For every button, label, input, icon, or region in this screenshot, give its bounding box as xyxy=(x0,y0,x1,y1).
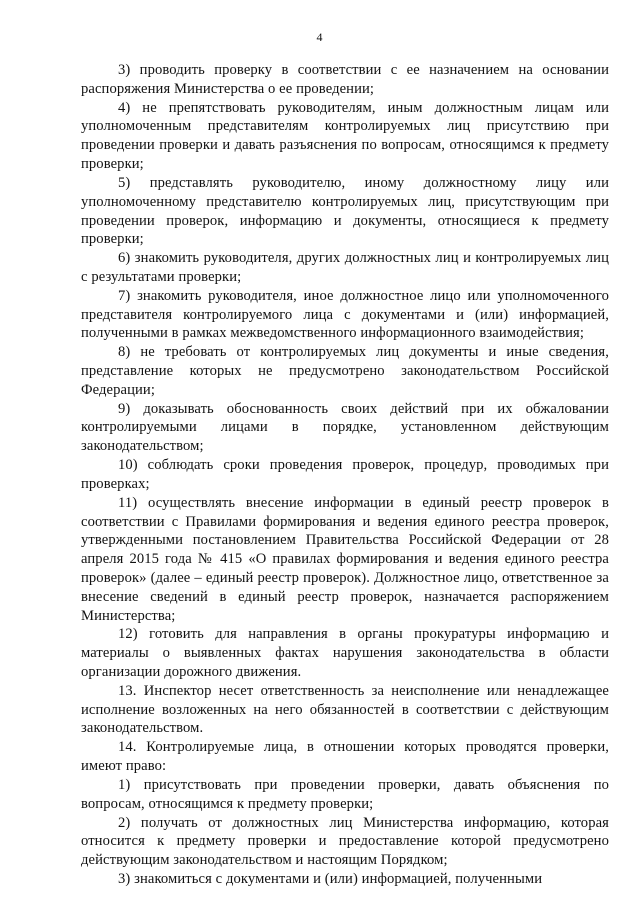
paragraph-right-1-attend: 1) присутствовать при проведении проверки, давать объяснения по вопросам, относящимся к предмету проверки; xyxy=(81,776,609,812)
page-number: 4 xyxy=(316,30,323,44)
paragraph-right-3-review-documents: 3) знакомиться с документами и (или) информацией, полученными xyxy=(118,870,543,887)
paragraph-item-9-justify-actions: 9) доказывать обоснованность своих действий при их обжаловании контролируемыми лицами в порядке, установленном действующим законодательством; xyxy=(81,400,609,455)
paragraph-right-2-receive-info: 2) получать от должностных лиц Министерства информацию, которая относится к предмету проверки и предоставление которой предусмотрено действующим законодательством и настоящим Порядком; xyxy=(81,814,609,869)
paragraph-section-14-rights: 14. Контролируемые лица, в отношении которых проводятся проверки, имеют право: xyxy=(81,739,609,775)
paragraph-item-12-prosecutor-materials: 12) готовить для направления в органы прокуратуры информацию и материалы о выявленных фактах нарушения законодательства в области организации дорожного движения. xyxy=(81,626,609,680)
paragraph-item-8-not-require-docs: 8) не требовать от контролируемых лиц документы и иные сведения, представление которых не предусмотрено законодательством Российской Федерации; xyxy=(81,344,609,398)
document-body xyxy=(81,61,609,889)
paragraph-item-3-conduct-inspection: 3) проводить проверку в соответствии с ее назначением на основании распоряжения Министерства о ее проведении; xyxy=(81,62,609,97)
paragraph-item-7-acquaint-documents: 7) знакомить руководителя, иное должностное лицо или уполномоченного представителя контролируемого лица с документами и (или) информацией, полученными в рамках межведомственного информационного взаимодействия; xyxy=(81,287,609,342)
paragraph-section-13-responsibility: 13. Инспектор несет ответственность за неисполнение или ненадлежащее исполнение возложенных на него обязанностей в соответствии с действующим законодательством. xyxy=(81,682,609,737)
paragraph-item-6-acquaint-results: 6) знакомить руководителя, других должностных лиц и контролируемых лиц с результатами проверки; xyxy=(81,250,609,285)
paragraph-item-4-not-obstruct: 4) не препятствовать руководителям, иным должностным лицам или уполномоченным представителям контролируемых лиц присутствию при проведении проверки и давать разъяснения по вопросам, относящимся к предмету проверки; xyxy=(81,99,609,173)
paragraph-item-5-provide-info: 5) представлять руководителю, иному должностному лицу или уполномоченному представителю контролируемых лиц, присутствующим при проведении проверок, информацию и документы, относящиеся к предмету проверки; xyxy=(81,174,609,248)
paragraph-item-10-observe-deadlines: 10) соблюдать сроки проведения проверок, процедур, проводимых при проверках; xyxy=(81,457,609,492)
paragraph-item-11-register-entries: 11) осуществлять внесение информации в единый реестр проверок в соответствии с Правилами формирования и ведения единого реестра проверок, утвержденными постановлением Правительства Российской Федерации от 28 апреля 2015 года № 415 «О правилах формирования и ведения единого реестра проверок» (далее – единый реестр проверок). Должностное лицо, ответственное за внесение сведений в единый реестр проверок, назначается распоряжением Министерства; xyxy=(81,494,609,624)
